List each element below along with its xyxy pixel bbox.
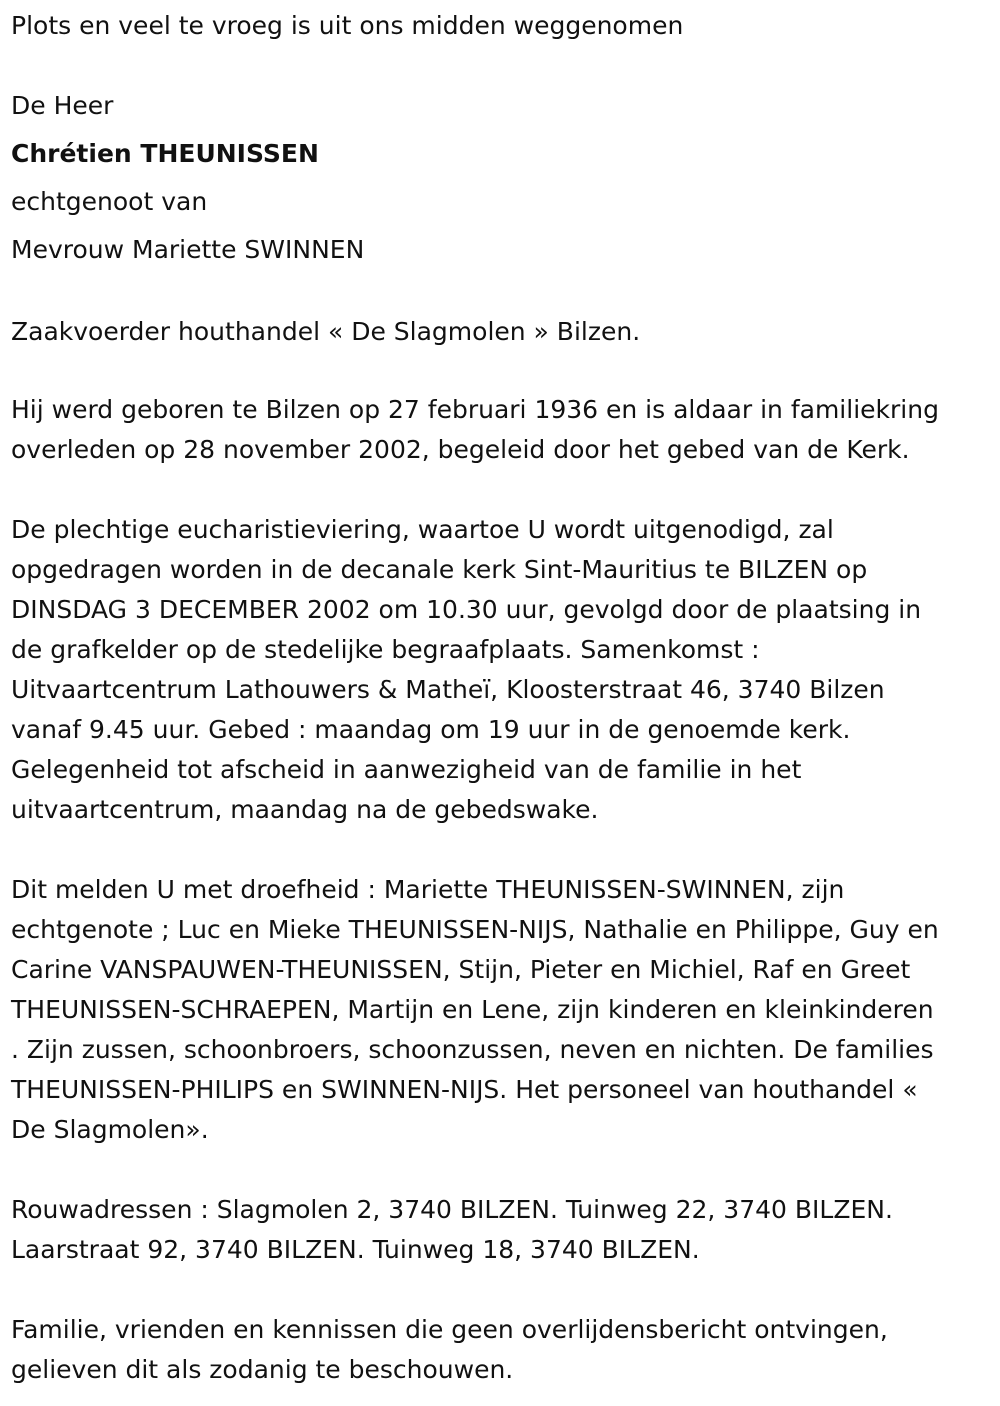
announcement-paragraph <box>11 870 939 1150</box>
paragraph-line: De plechtige eucharistieviering, waartoe U wordt uitgenodigd, zal <box>11 515 834 544</box>
paragraph-line: overleden op 28 november 2002, begeleid door het gebed van de Kerk. <box>11 435 910 464</box>
spouse-name: Mevrouw Mariette SWINNEN <box>11 235 365 264</box>
paragraph-line: vanaf 9.45 uur. Gebed : maandag om 19 uur in de genoemde kerk. <box>11 715 851 744</box>
paragraph-line: Familie, vrienden en kennissen die geen overlijdensbericht ontvingen, <box>11 1315 888 1344</box>
closing-paragraph <box>11 1310 888 1390</box>
ceremony-paragraph <box>11 510 921 830</box>
paragraph-line: De Slagmolen». <box>11 1115 209 1144</box>
relation-label: echtgenoot van <box>11 187 208 216</box>
paragraph-line: Rouwadressen : Slagmolen 2, 3740 BILZEN. Tuinweg 22, 3740 BILZEN. <box>11 1195 893 1224</box>
paragraph-line: opgedragen worden in de decanale kerk Sint-Mauritius te BILZEN op <box>11 555 868 584</box>
paragraph-line: DINSDAG 3 DECEMBER 2002 om 10.30 uur, gevolgd door de plaatsing in <box>11 595 922 624</box>
paragraph-line: Hij werd geboren te Bilzen op 27 februari 1936 en is aldaar in familiekring <box>11 395 939 424</box>
paragraph-line: Carine VANSPAUWEN-THEUNISSEN, Stijn, Pieter en Michiel, Raf en Greet <box>11 955 911 984</box>
paragraph-line: . Zijn zussen, schoonbroers, schoonzussen, neven en nichten. De families <box>11 1035 934 1064</box>
paragraph-line: echtgenote ; Luc en Mieke THEUNISSEN-NIJS, Nathalie en Philippe, Guy en <box>11 915 939 944</box>
occupation-line: Zaakvoerder houthandel « De Slagmolen » Bilzen. <box>11 317 641 346</box>
addresses-paragraph <box>11 1190 893 1270</box>
deceased-name: Chrétien THEUNISSEN <box>11 139 319 168</box>
paragraph-line: uitvaartcentrum, maandag na de gebedswake. <box>11 795 599 824</box>
paragraph-line: Dit melden U met droefheid : Mariette THEUNISSEN-SWINNEN, zijn <box>11 875 845 904</box>
paragraph-line: Laarstraat 92, 3740 BILZEN. Tuinweg 18, 3740 BILZEN. <box>11 1235 700 1264</box>
birth-death-paragraph <box>11 390 939 470</box>
intro-line: Plots en veel te vroeg is uit ons midden weggenomen <box>11 11 684 40</box>
paragraph-line: THEUNISSEN-PHILIPS en SWINNEN-NIJS. Het personeel van houthandel « <box>11 1075 918 1104</box>
paragraph-line: Uitvaartcentrum Lathouwers & Matheï, Kloosterstraat 46, 3740 Bilzen <box>11 675 885 704</box>
paragraph-line: THEUNISSEN-SCHRAEPEN, Martijn en Lene, zijn kinderen en kleinkinderen <box>11 995 934 1024</box>
paragraph-line: gelieven dit als zodanig te beschouwen. <box>11 1355 514 1384</box>
honorific-title: De Heer <box>11 91 114 120</box>
paragraph-line: Gelegenheid tot afscheid in aanwezigheid van de familie in het <box>11 755 802 784</box>
paragraph-line: de grafkelder op de stedelijke begraafplaats. Samenkomst : <box>11 635 760 664</box>
